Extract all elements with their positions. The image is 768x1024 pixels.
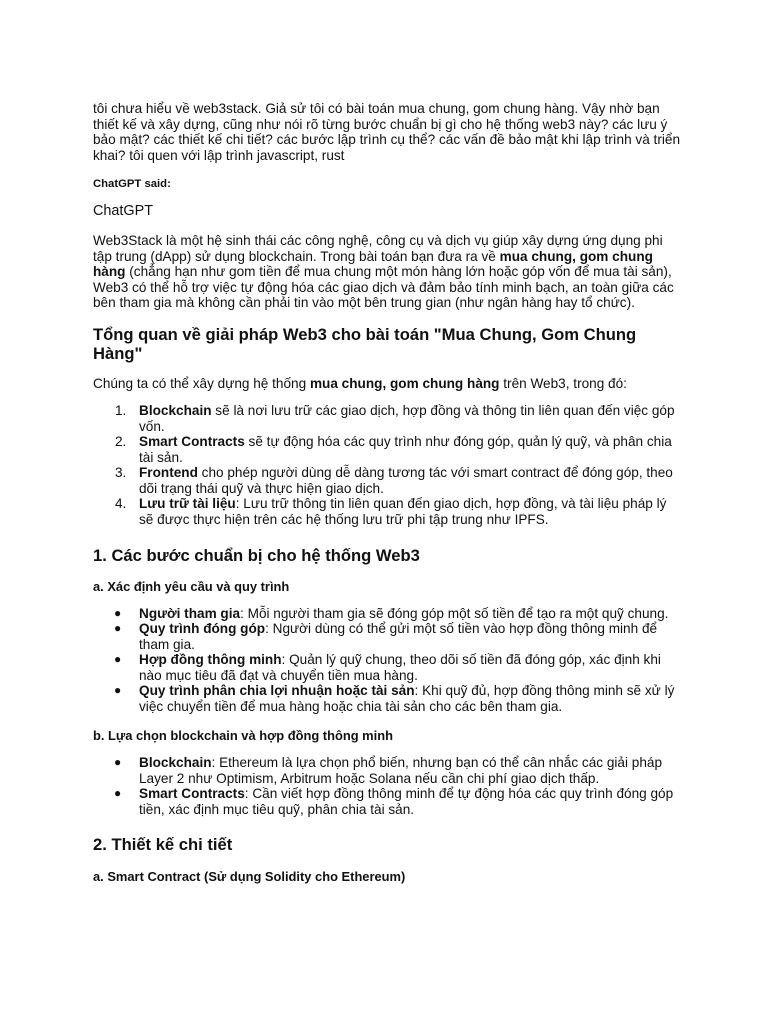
list-item-bold: Quy trình đóng góp xyxy=(139,621,266,636)
list-item-text: : Cần viết hợp đồng thông minh để tự động hóa các quy trình đóng góp tiền, xác định mục tiêu quỹ, phân chia tài sản. xyxy=(139,786,674,817)
list-item-text: : Mỗi người tham gia sẽ đóng góp một số tiền để tạo ra một quỹ chung. xyxy=(240,605,669,621)
requirements-list-item xyxy=(93,606,683,622)
overview-paragraph xyxy=(93,376,683,392)
intro-text-1: Web3Stack là một hệ sinh thái các công nghệ, công cụ và dịch vụ giúp xây dựng ứng dụng phi tập trung (dApp) sử dụng blockchain. Trong bài toán bạn đưa ra về xyxy=(93,233,663,264)
list-item-bold: Hợp đồng thông minh xyxy=(139,652,282,667)
section-1b-heading: b. Lựa chọn blockchain và hợp đồng thông minh xyxy=(93,728,393,743)
overview-list-item xyxy=(93,465,683,496)
intro-paragraph xyxy=(93,233,683,311)
document-content xyxy=(93,101,683,884)
chatgpt-said-label: ChatGPT said: xyxy=(93,178,171,190)
bullet-icon: ● xyxy=(114,652,122,666)
section-2a-heading: a. Smart Contract (Sử dụng Solidity cho Ethereum) xyxy=(93,868,406,884)
list-item-bold: Người tham gia xyxy=(139,605,241,621)
list-item-text: : Người dùng có thể gửi một số tiền vào hợp đồng thông minh để tham gia. xyxy=(139,621,658,652)
user-question: tôi chưa hiểu về web3stack. Giả sử tôi có bài toán mua chung, gom chung hàng. Vậy nhờ bạn thiết kế và xây dựng, cũng như nói rõ từng bước chuẩn bị gì cho hệ thống web3 này? các lưu ý bảo mật? các thiết kế chi tiết? các bước lập trình cụ thể? các vấn đề bảo mật khi lập trình và triển khai? tôi quen với lập trình javascript, rust xyxy=(93,101,681,163)
intro-text-2: (chẳng hạn như gom tiền để mua chung một món hàng lớn hoặc góp vốn để mua tài sản), Web3 có thể hỗ trợ việc tự động hóa các giao dịch và đảm bảo tính minh bạch, an toàn giữa các bên tham gia mà không cần phải tin vào một bên trung gian (như ngân hàng hay tổ chức). xyxy=(93,264,674,310)
list-item-bold: Smart Contracts xyxy=(139,434,245,449)
bullet-icon: ● xyxy=(114,683,122,697)
list-item-text: : Khi quỹ đủ, hợp đồng thông minh sẽ xử lý việc chuyển tiền để mua hàng hoặc chia tài sản cho các bên tham gia. xyxy=(139,683,675,714)
list-item-bold: Frontend xyxy=(139,465,198,480)
blockchain-choice-list xyxy=(93,755,683,817)
intro-bold: mua chung, gom chung hàng xyxy=(93,248,653,279)
list-number: 2. xyxy=(115,434,127,449)
section-1a-heading: a. Xác định yêu cầu và quy trình xyxy=(93,578,290,594)
section-1-heading: 1. Các bước chuẩn bị cho hệ thống Web3 xyxy=(93,546,420,565)
bullet-icon: ● xyxy=(114,621,122,635)
bullet-icon: ● xyxy=(114,605,122,620)
list-item-text: : Quản lý quỹ chung, theo dõi số tiền đã đóng góp, xác định khi nào mục tiêu đã đạt và chuyển tiền mua hàng. xyxy=(139,652,661,683)
list-item-text: sẽ là nơi lưu trữ các giao dịch, hợp đồng và thông tin liên quan đến việc góp vốn. xyxy=(139,403,675,434)
requirements-list xyxy=(93,606,683,715)
list-item-text: : Lưu trữ thông tin liên quan đến giao dịch, hợp đồng, và tài liệu pháp lý sẽ được thực hiện trên các hệ thống lưu trữ phi tập trung như IPFS. xyxy=(139,496,667,527)
overview-list xyxy=(93,403,683,527)
list-item-bold: Quy trình phân chia lợi nhuận hoặc tài sản xyxy=(139,683,415,698)
requirements-list-item xyxy=(93,652,683,683)
section-2-heading: 2. Thiết kế chi tiết xyxy=(93,835,233,854)
list-item-bold: Smart Contracts xyxy=(139,786,245,801)
list-number: 4. xyxy=(115,496,127,511)
list-item-bold: Lưu trữ tài liệu xyxy=(139,496,236,511)
blockchain-choice-list-item xyxy=(93,755,683,786)
overview-heading: Tổng quan về giải pháp Web3 cho bài toán "Mua Chung, Gom Chung Hàng" xyxy=(93,324,637,363)
list-item-text: sẽ tự động hóa các quy trình như đóng góp, quản lý quỹ, và phân chia tài sản. xyxy=(139,434,672,465)
overview-text-1: Chúng ta có thể xây dựng hệ thống xyxy=(93,375,310,391)
requirements-list-item xyxy=(93,621,683,652)
blockchain-choice-list-item xyxy=(93,786,683,817)
list-item-text: cho phép người dùng dễ dàng tương tác với smart contract để đóng góp, theo dõi trạng thái quỹ và thực hiện giao dịch. xyxy=(139,465,673,496)
chatgpt-label: ChatGPT xyxy=(93,203,153,219)
list-number: 3. xyxy=(115,465,127,480)
bullet-icon: ● xyxy=(114,755,122,769)
overview-text-2: trên Web3, trong đó: xyxy=(499,375,627,391)
overview-list-item xyxy=(93,496,683,527)
bullet-icon: ● xyxy=(114,786,122,800)
list-number: 1. xyxy=(115,403,127,418)
list-item-bold: Blockchain xyxy=(139,403,212,418)
requirements-list-item xyxy=(93,683,683,714)
overview-list-item xyxy=(93,403,683,434)
list-item-bold: Blockchain xyxy=(139,755,212,770)
overview-bold: mua chung, gom chung hàng xyxy=(309,375,500,391)
overview-list-item xyxy=(93,434,683,465)
list-item-text: : Ethereum là lựa chọn phổ biến, nhưng bạn có thể cân nhắc các giải pháp Layer 2 như Optimism, Arbitrum hoặc Solana nếu cần chi phí giao dịch thấp. xyxy=(139,755,663,786)
